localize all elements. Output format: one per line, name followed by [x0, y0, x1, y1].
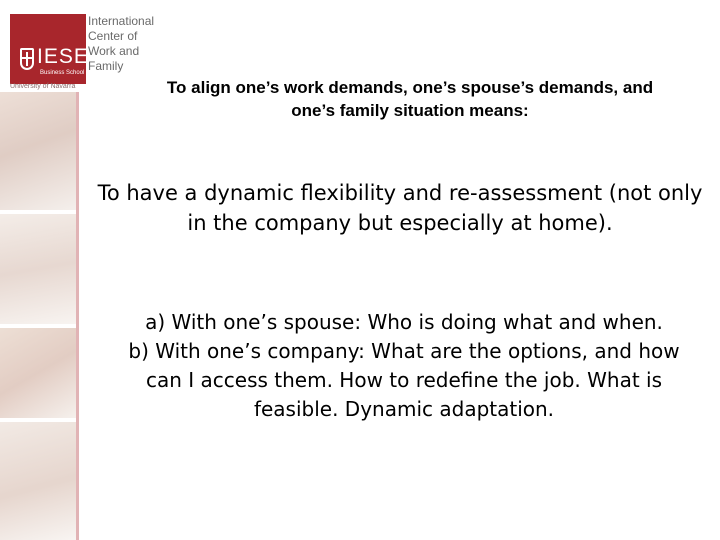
family-photo [0, 214, 76, 324]
slide-title: To align one’s work demands, one’s spouse’s demands, and one’s family situation means: [166, 78, 654, 120]
family-photo [0, 422, 76, 540]
sub-point: a) With one’s spouse: Who is doing what and when. [145, 310, 663, 334]
sub-points [120, 308, 688, 424]
center-name-line: Work and [88, 44, 140, 58]
logo-university: University of Navarra [10, 83, 76, 90]
logo-school: Business School [40, 70, 85, 76]
family-photo [0, 92, 76, 210]
center-name-line: Family [88, 59, 124, 73]
divider-line [76, 92, 79, 540]
center-name-line: International [88, 14, 155, 28]
logo-brand: IESE [37, 45, 89, 68]
family-photo [0, 328, 76, 418]
sub-point: b) With one’s company: What are the options, and how can I access them. How to redefine the job. What is feasible. Dynamic adaptation. [128, 339, 680, 421]
family-photo-strip [0, 92, 84, 540]
logo-badge [10, 14, 89, 84]
center-name-line: Center of [88, 29, 138, 43]
center-name [88, 14, 168, 74]
crest-icon [20, 48, 34, 70]
iese-logo [6, 12, 166, 92]
main-point: To have a dynamic flexibility and re-assessment (not only in the company but especially at home). [97, 181, 703, 235]
